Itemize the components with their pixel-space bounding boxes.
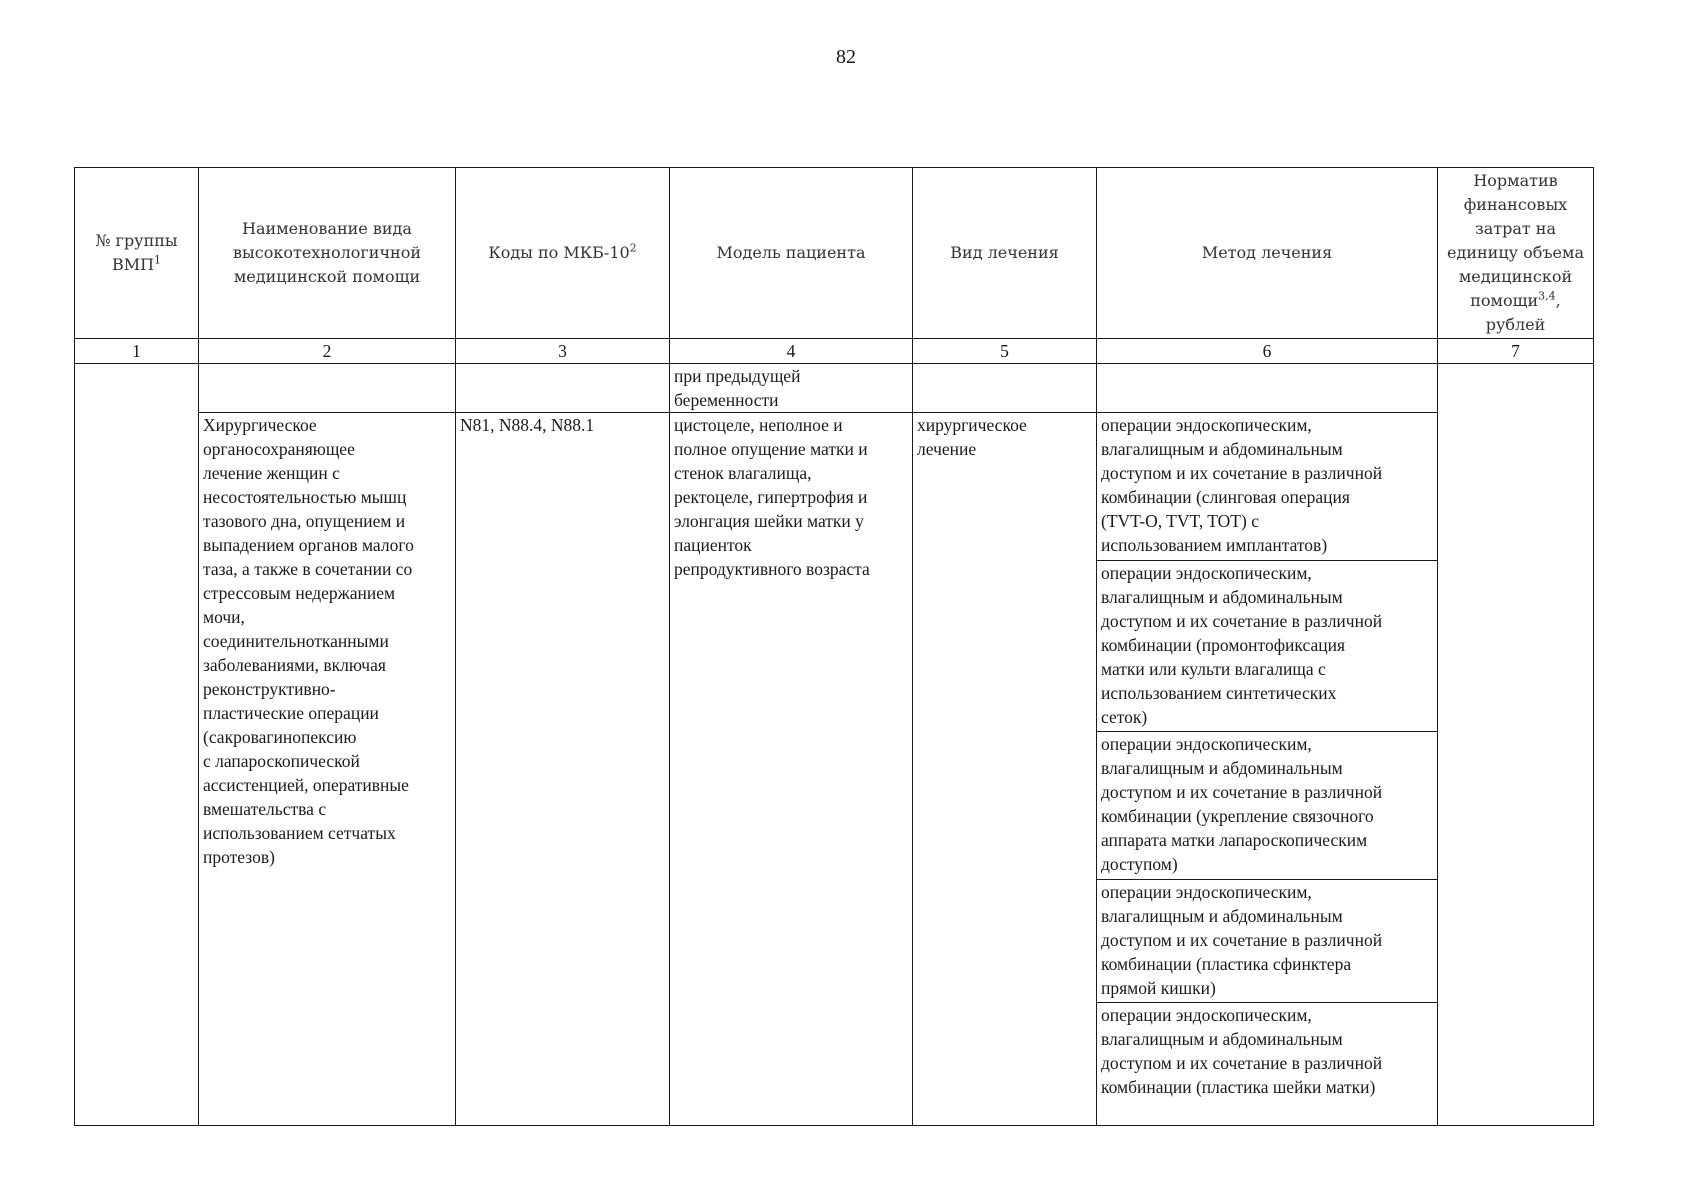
header-group-number	[75, 168, 199, 339]
icd-codes-cell: N81, N88.4, N88.1	[456, 413, 670, 1126]
header-vmp-name: Наименование вида высокотехнологичной медицинской помощи	[199, 168, 456, 339]
header-icd-codes	[456, 168, 670, 339]
vmp-name-cell: Хирургическое органосохраняющее лечение женщин с несостоятельностью мышц тазового дна, опущением и выпадением органов малого таза, а также в сочетании со стрессовым недержанием мочи, соединительнотканными заболеваниями, включая реконструктивно- пластические операции (сакровагинопексию с лапароскопической ассистенцией, оперативные вмешательства с использованием сетчатых протезов)	[199, 413, 456, 1126]
cost-standard-cell	[1438, 364, 1594, 1126]
treatment-method-sphincter: операции эндоскопическим, влагалищным и абдоминальным доступом и их сочетание в различной комбинации (пластика сфинктера прямой кишки)	[1097, 880, 1438, 1003]
footnote-marker: 1	[154, 253, 162, 267]
header-patient-model: Модель пациента	[670, 168, 913, 339]
vmp-table-container	[74, 167, 1594, 1126]
vmp-table	[74, 167, 1594, 1126]
column-number: 1	[75, 339, 199, 364]
footnote-marker: 2	[629, 241, 637, 255]
treatment-type-continuation-cell	[913, 364, 1097, 413]
column-number: 6	[1097, 339, 1438, 364]
patient-model-cell: цистоцеле, неполное и полное опущение матки и стенок влагалища, ректоцеле, гипертрофия и элонгация шейки матки у пациенток репродуктивного возраста	[670, 413, 913, 1126]
patient-model-continuation: при предыдущей беременности	[670, 364, 913, 413]
treatment-method-promontofixation: операции эндоскопическим, влагалищным и абдоминальным доступом и их сочетание в различной комбинации (промонтофиксация матки или культи влагалища с использованием синтетических сеток)	[1097, 561, 1438, 732]
header-icd-codes-label: Коды по МКБ-10	[488, 243, 630, 262]
vmp-name-continuation-cell	[199, 364, 456, 413]
treatment-method-ligament: операции эндоскопическим, влагалищным и абдоминальным доступом и их сочетание в различной комбинации (укрепление связочного аппарата матки лапароскопическим доступом)	[1097, 732, 1438, 880]
header-row	[75, 168, 1594, 339]
header-cost-standard-unit: , рублей	[1485, 291, 1561, 334]
footnote-marker: 3,4	[1538, 289, 1556, 303]
group-number-cell	[75, 364, 199, 1126]
header-treatment-type: Вид лечения	[913, 168, 1097, 339]
header-treatment-method: Метод лечения	[1097, 168, 1438, 339]
continuation-row	[75, 364, 1594, 413]
column-number-row	[75, 339, 1594, 364]
column-number: 5	[913, 339, 1097, 364]
header-cost-standard-label: Норматив финансовых затрат на единицу объема медицинской помощи	[1447, 171, 1584, 310]
column-number: 7	[1438, 339, 1594, 364]
page-number: 82	[836, 46, 856, 68]
column-number: 4	[670, 339, 913, 364]
treatment-method-continuation-cell	[1097, 364, 1438, 413]
header-group-number-label: № группы ВМП	[95, 231, 178, 274]
column-number: 3	[456, 339, 670, 364]
icd-codes-continuation-cell	[456, 364, 670, 413]
treatment-method-sling: операции эндоскопическим, влагалищным и абдоминальным доступом и их сочетание в различной комбинации (слинговая операция (TVT-O, TVT, TOT) с использованием имплантатов)	[1097, 413, 1438, 561]
column-number: 2	[199, 339, 456, 364]
treatment-method-cervix: операции эндоскопическим, влагалищным и абдоминальным доступом и их сочетание в различной комбинации (пластика шейки матки)	[1097, 1003, 1438, 1126]
header-cost-standard	[1438, 168, 1594, 339]
table-row	[75, 413, 1594, 561]
treatment-type-cell: хирургическое лечение	[913, 413, 1097, 1126]
